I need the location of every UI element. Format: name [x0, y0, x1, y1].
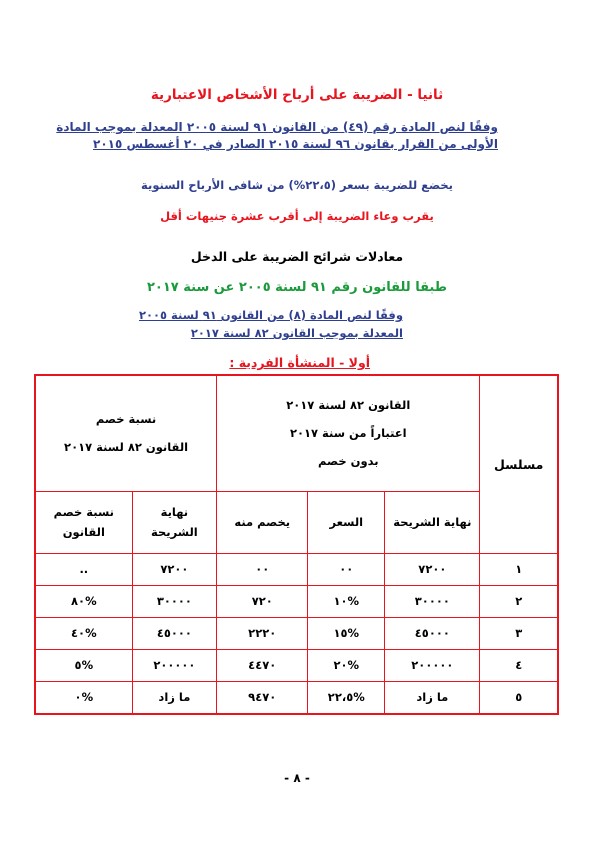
- bracket-end-cell: ٧٢٠٠: [385, 553, 480, 585]
- section-title: ثانيا - الضريبة على أرباح الأشخاص الاعتبارية: [150, 87, 444, 103]
- law-reference: [139, 306, 403, 342]
- legal-reference-line-1: وفقًا لنص المادة رقم (٤٩) من القانون ٩١ لسنة ٢٠٠٥ المعدلة بموجب المادة: [56, 120, 498, 134]
- law-header-line-2: اعتباراً من سنة ٢٠١٧: [289, 426, 407, 441]
- page-number: - ٨ -: [284, 771, 310, 785]
- rate-header: السعر: [308, 491, 385, 553]
- rate-cell: %١٥: [308, 617, 385, 649]
- discount-cell: %٤٠: [35, 617, 132, 649]
- deducted-header: يخصم منه: [217, 491, 308, 553]
- equations-heading: معادلات شرائح الضريبة على الدخل: [190, 249, 404, 264]
- law-header-line-1: القانون ٨٢ لسنة ٢٠١٧: [286, 398, 411, 413]
- deducted-cell: ٤٤٧٠: [217, 649, 308, 681]
- rate-cell: ٠٠: [308, 553, 385, 585]
- discount-cell: ..: [35, 553, 132, 585]
- law-reference-line-2: المعدلة بموجب القانون ٨٢ لسنة ٢٠١٧: [190, 326, 403, 340]
- law-reference-line-1: وفقًا لنص المادة (٨) من القانون ٩١ لسنة ٢٠٠٥: [138, 308, 403, 322]
- bracket-end-2-cell: ما زاد: [132, 681, 217, 714]
- bracket-end-cell: ما زاد: [385, 681, 480, 714]
- table-row: [35, 649, 558, 681]
- rate-cell: %٢٠: [308, 649, 385, 681]
- serial-cell: ٢: [480, 585, 558, 617]
- discount-rate-header: [35, 491, 132, 553]
- serial-cell: ١: [480, 553, 558, 585]
- discount-cell: %٠: [35, 681, 132, 714]
- bracket-end-2-header: [132, 491, 217, 553]
- rate-cell: %٢٢،٥: [308, 681, 385, 714]
- rate-cell: %١٠: [308, 585, 385, 617]
- bracket-end-2-cell: ٧٢٠٠: [132, 553, 217, 585]
- bracket-end-cell: ٤٥٠٠٠: [385, 617, 480, 649]
- law-heading: طبقا للقانون رقم ٩١ لسنة ٢٠٠٥ عن سنة ٢٠١٧: [147, 280, 447, 295]
- bracket-end-2-cell: ٤٥٠٠٠: [132, 617, 217, 649]
- discount-rate-header-line-1: نسبة خصم: [53, 505, 114, 519]
- bracket-end-cell: ٣٠٠٠٠: [385, 585, 480, 617]
- law-header: [217, 375, 480, 491]
- deducted-cell: ٢٢٢٠: [217, 617, 308, 649]
- discount-rate-header-line-2: القانون: [62, 525, 105, 539]
- bracket-end-2-header-line-2: الشريحة: [151, 525, 198, 539]
- bracket-end-2-cell: ٣٠٠٠٠: [132, 585, 217, 617]
- bracket-end-2-header-line-1: نهاية: [160, 505, 189, 519]
- deducted-cell: ٠٠: [217, 553, 308, 585]
- legal-reference: [56, 119, 498, 153]
- table-row: [35, 553, 558, 585]
- bracket-end-2-cell: ٢٠٠٠٠٠: [132, 649, 217, 681]
- deducted-cell: ٧٢٠: [217, 585, 308, 617]
- discount-header-line-1: نسبة خصم: [95, 412, 157, 427]
- serial-cell: ٥: [480, 681, 558, 714]
- law-header-line-3: بدون خصم: [317, 454, 379, 469]
- subsection-heading: أولا - المنشأة الفردية :: [229, 355, 370, 370]
- discount-cell: %٨٠: [35, 585, 132, 617]
- bracket-end-header: نهاية الشريحة: [385, 491, 480, 553]
- table-row: [35, 617, 558, 649]
- serial-cell: ٣: [480, 617, 558, 649]
- discount-header-line-2: القانون ٨٢ لسنة ٢٠١٧: [64, 440, 189, 455]
- discount-header: [35, 375, 217, 491]
- bracket-end-cell: ٢٠٠٠٠٠: [385, 649, 480, 681]
- serial-header: مسلسل: [480, 375, 558, 553]
- tax-brackets-table: [34, 374, 559, 715]
- discount-cell: %٥: [35, 649, 132, 681]
- tax-rate-statement: يخضع للضريبة بسعر (٢٢،٥%) من شافى الأرباح السنوية: [141, 178, 453, 192]
- legal-reference-line-2: الأولى من القرار بقانون ٩٦ لسنة ٢٠١٥ الصادر في ٢٠ أغسطس ٢٠١٥: [93, 137, 498, 151]
- table-row: [35, 681, 558, 714]
- serial-cell: ٤: [480, 649, 558, 681]
- table-row: [35, 585, 558, 617]
- rounding-statement: يقرب وعاء الضريبة إلى أقرب عشرة جنيهات أقل: [160, 209, 434, 223]
- deducted-cell: ٩٤٧٠: [217, 681, 308, 714]
